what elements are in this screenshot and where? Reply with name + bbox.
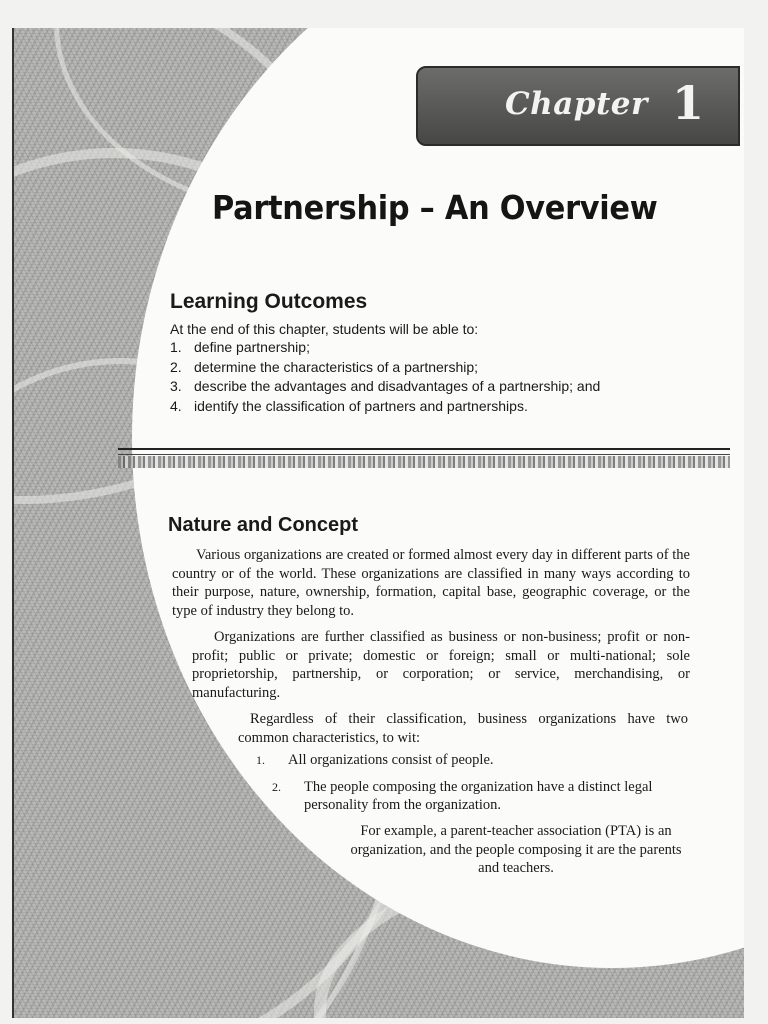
list-text: define partnership; <box>194 339 310 355</box>
list-item <box>170 377 600 397</box>
list-number: 1. <box>256 753 265 767</box>
page-title: Partnership – An Overview <box>212 188 658 227</box>
section-divider <box>118 454 730 455</box>
list-item <box>170 397 600 417</box>
section-divider <box>118 448 730 450</box>
learning-outcomes-heading: Learning Outcomes <box>170 290 368 313</box>
list-number: 2. <box>272 780 281 794</box>
learning-outcomes-list <box>170 338 600 416</box>
decorative-band <box>118 456 730 468</box>
list-number: 2. <box>170 358 182 375</box>
list-item <box>170 338 600 358</box>
list-number: 3. <box>170 378 182 394</box>
paragraph-1: Various organizations are created or formed almost every day in different parts of the country or of the world. These organizations are classified in many ways according to their purpose, nature, ownership, formation, capital base, geographic coverage, or the type of industry they belong to. <box>172 547 690 619</box>
example-paragraph: For example, a parent-teacher association (PTA) is an organization, and the people composing it are the parents and teachers. <box>350 823 682 876</box>
list-text: determine the characteristics of a partnership; <box>194 358 479 375</box>
list-text: All organizations consist of people. <box>288 752 494 768</box>
list-number: 4. <box>170 397 182 414</box>
characteristic-item-1 <box>256 751 494 769</box>
paragraph-2: Organizations are further classified as business or non-business; profit or non-profit; public or private; domestic or foreign; small or multi-national; sole proprietorship, partnership, or corporation; or service, merchandising, or manufacturing. <box>192 629 690 701</box>
chapter-label: Chapter <box>505 86 648 122</box>
list-text: The people composing the organization have a distinct legal personality from the organization. <box>304 779 653 813</box>
list-text: identify the classification of partners and partnerships. <box>194 397 528 414</box>
paragraph-3: Regardless of their classification, business organizations have two common characteristics, to wit: <box>238 711 688 746</box>
list-item <box>170 358 600 378</box>
nature-and-concept-heading: Nature and Concept <box>168 514 359 536</box>
chapter-number: 1 <box>672 76 705 130</box>
characteristic-item-2 <box>272 778 692 814</box>
learning-outcomes-intro: At the end of this chapter, students will be able to: <box>170 321 479 337</box>
list-number: 1. <box>170 339 182 355</box>
list-text: describe the advantages and disadvantages of a partnership; and <box>194 378 601 394</box>
